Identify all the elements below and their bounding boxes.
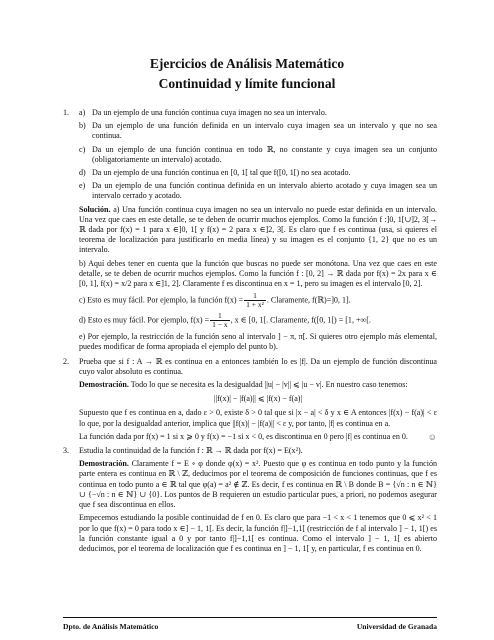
proof-2-continuation: Supuesto que f es continua en a, dado ε > 0, existe δ > 0 tal que si |x − a| < δ y x ∈ A entonces |f(x) − f(a)| < ε lo que, por la desigualdad anterior, implica que ||f(x)| − |f(a)|| < ε y, por tanto, |f| es continua en a. bbox=[79, 408, 437, 428]
exercise-number: 3. bbox=[63, 446, 70, 456]
exercise-3-statement: Estudia la continuidad de la función f : ℝ → ℝ dada por f(x) = E(x²). bbox=[79, 446, 303, 456]
exercise-number: 2. bbox=[63, 356, 70, 366]
exercise-1d: d) Da un ejemplo de una función continua en [0, 1[ tal que f([0, 1[) no sea acotado. bbox=[79, 168, 351, 178]
solution-1b: b) Aquí debes tener en cuenta que la función que buscas no puede ser monótona. Una vez que caes en este detalle, se te deben de ocurrir muchos ejemplos. Como la función f : [0, 2] → ℝ dada por f(x) = 2x para x ∈ [0, 1], f(x) = x/2 para x ∈]1, 2]. Claramente f es discontinua en x = 1, pero su imagen es el intervalo [0, 2]. bbox=[79, 258, 437, 289]
solution-1a: Solución. a) Una función continua cuya imagen no sea un intervalo no puede estar definida en un intervalo. Una vez que caes en este detalle, se te deben de ocurrir muchos ejemplos. Como la función f :]0, 1[∪]2, 3[→ ℝ dada por f(x) = 1 para x ∈]0, 1[ y f(x) = 2 para x ∈]2, 3[. Es claro que f es continua (usa, si quieres el teorema de localización para justificarlo en media línea) y su imagen es el conjunto {1, 2} que no es un intervalo. bbox=[79, 204, 438, 255]
page-footer bbox=[63, 617, 437, 631]
exercise-1 bbox=[63, 108, 437, 353]
proof-3: Demostración. Claramente f = E ∘ φ donde φ(x) = x². Puesto que φ es continua en todo punto y la función parte entera es continua en ℝ \ ℤ, deducimos por el teorema de composición de funciones continuas, que f es continua en todo punto a ∈ ℝ tal que φ(a) = a² ∉ ℤ. Es decir, f es continua en ℝ \ B donde B = {√n : n ∈ ℕ} ∪ {−√n : n ∈ ℕ} ∪ {0}. Los puntos de B requieren un estudio particular pues, a priori, no podemos asegurar que f sea discontinua en ellos. bbox=[79, 459, 438, 510]
document-subtitle: Continuidad y límite funcional bbox=[158, 76, 336, 91]
footer-university: Universidad de Granada bbox=[356, 622, 437, 631]
solution-1d: d) Esto es muy fácil. Por ejemplo, f(x) = $\frac{1}{1 - x}$ , x ∈ [0, 1[. Claramente, f([0, 1[) = [1, +∞[. bbox=[79, 311, 371, 330]
exercise-2-statement: Prueba que si f : A → ℝ es continua en a entonces también lo es |f|. Da un ejemplo de función discontinua cuyo valor absoluto es continua. bbox=[79, 356, 437, 376]
proof-2: Demostración. Todo lo que se necesita es la desigualdad ||u| − |v|| ⩽ |u − v|. En nuestro caso tenemos: bbox=[79, 380, 408, 390]
exercise-1c: c) Da un ejemplo de una función continua en todo ℝ, no constante y cuya imagen sea un conjunto (obligatoriamente un intervalo) acotado. bbox=[79, 144, 437, 164]
exercise-1b: b) Da un ejemplo de una función definida en un intervalo cuya imagen sea un intervalo y que no sea continua. bbox=[79, 121, 437, 141]
exercise-number: 1. bbox=[63, 108, 70, 117]
exercise-1e: e) Da un ejemplo de una función continua definida en un intervalo abierto acotado y cuya imagen sea un intervalo cerrado y acotado. bbox=[79, 181, 437, 201]
fraction: $\frac{1}{1 - x}$ bbox=[212, 311, 228, 330]
proof-2-example: La función dada por f(x) = 1 si x ⩾ 0 y f(x) = −1 si x < 0, es discontinua en 0 pero |f| es continua en 0. ☺ bbox=[79, 431, 437, 442]
smiley-qed-icon: ☺ bbox=[427, 431, 437, 442]
exercise-2 bbox=[63, 357, 437, 442]
solution-1c: c) Esto es muy fácil. Por ejemplo, la función f(x) = $\frac{1}{\text{1 + x²}}$ . Claramente, f(ℝ)=]0, 1]. bbox=[79, 291, 351, 310]
document-body bbox=[63, 108, 437, 557]
proof-3-continuation: Empecemos estudiando la posible continuidad de f en 0. Es claro que para −1 < x < 1 tenemos que 0 ⩽ x² < 1 por lo que f(x) = 0 para todo x ∈] − 1, 1[. Es decir, la función f|]−1,1[ (restricción de f al intervalo ] − 1, 1[) es la función constante igual a 0 y por tanto f|]−1,1[ es continua. Como el intervalo ] − 1, 1[ es abierto deducimos, por el teorema de localización que f es continua en ] − 1, 1[ y, en particular, f es continua en 0. bbox=[79, 513, 437, 553]
fraction: $\frac{1}{\text{1 + x²}}$ bbox=[246, 291, 264, 310]
inequality-equation: ||f(x)| − |f(a)|| ⩽ |f(x) − f(a)| bbox=[213, 394, 303, 404]
document-title: Ejercicios de Análisis Matemático bbox=[149, 56, 345, 71]
exercise-3 bbox=[63, 446, 437, 554]
exercise-1a: a) Da un ejemplo de una función continua cuya imagen no sea un intervalo. bbox=[79, 108, 327, 117]
solution-1e: e) Por ejemplo, la restricción de la función seno al intervalo ] − π, π[. Si quieres otro ejemplo más elemental, puedes modificar de forma apropiada el ejemplo del punto b). bbox=[79, 332, 437, 352]
footer-department: Dpto. de Análisis Matemático bbox=[63, 622, 159, 631]
